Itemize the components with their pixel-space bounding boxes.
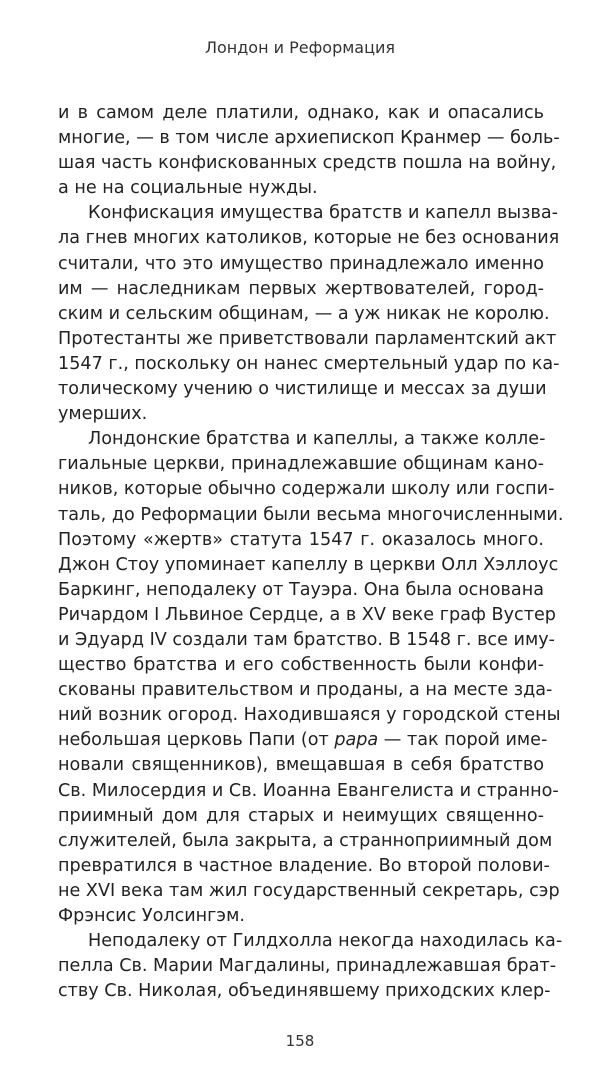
- text-line: Лондонские братства и капеллы, а также колле-: [88, 429, 546, 450]
- text-line: служителей, была закрыта, а странноприимный дом: [58, 830, 553, 851]
- text-line: небольшая церковь Папи (от papa — так порой име-: [58, 730, 548, 751]
- text-line: Конфискация имущества братств и капелл вызва-: [88, 203, 558, 224]
- paragraph: [58, 201, 560, 427]
- running-header: Лондон и Реформация: [204, 38, 396, 57]
- text-line: не XVI века там жил государственный секретарь, сэр: [58, 880, 560, 901]
- text-line: Протестанты же приветствовали парламентский акт: [58, 328, 557, 349]
- text-line: многие, — в том числе архиепископ Кранмер — боль-: [58, 128, 560, 149]
- text-line: 1547 г., поскольку он нанес смертельный удар по ка-: [58, 353, 560, 374]
- italic-term: papa: [334, 730, 379, 751]
- text-line: гиальные церкви, принадлежавшие общинам кано-: [58, 454, 544, 475]
- text-line: ний возник огород. Находившаяся у городской стены: [58, 705, 561, 726]
- text-line: ников, которые обычно содержали школу или госпи-: [58, 479, 555, 500]
- text-line: Фрэнсис Уолсингэм.: [58, 906, 245, 926]
- text-line: Поэтому «жертв» статута 1547 г. оказалось много.: [58, 529, 544, 550]
- text-line: считали, что это имущество принадлежало именно: [58, 253, 544, 274]
- text-line: толическому учению о чистилище и мессах за души: [58, 379, 547, 400]
- text-line: умерших.: [58, 404, 148, 425]
- text-line: скованы правительством и проданы, а на месте зда-: [58, 680, 553, 701]
- text-line: пелла Св. Марии Магдалины, принадлежавшая брат-: [58, 956, 557, 977]
- text-line: превратился в частное владение. Во второй полови-: [58, 855, 550, 876]
- text-line: а не на социальные нужды.: [58, 178, 318, 199]
- text-line: Св. Милосердия и Св. Иоанна Евангелиста и странно-: [58, 780, 559, 801]
- text-line: таль, до Реформации были весьма многочисленными.: [58, 504, 564, 525]
- page-number: 158: [285, 1032, 315, 1050]
- text-line: ству Св. Николая, объединявшему приходских клер-: [58, 981, 551, 1002]
- text-line: Неподалеку от Гилдхолла некогда находилась ка-: [88, 931, 563, 952]
- text-line: Ричардом I Львиное Сердце, а в XV веке граф Вустер: [58, 604, 556, 625]
- paragraph: [58, 101, 560, 201]
- text-line: приимный дом для старых и неимущих священно-: [58, 805, 544, 826]
- text-line: Джон Стоу упоминает капеллу в церкви Олл Хэллоус: [58, 554, 559, 575]
- text-line: и Эдуард IV создали там братство. В 1548 г. все иму-: [58, 629, 555, 650]
- text-line: шая часть конфискованных средств пошла на войну,: [58, 153, 557, 174]
- text-line: новали священников), вмещавшая в себя братство: [58, 755, 544, 776]
- text-line: и в самом деле платили, однако, как и опасались: [58, 103, 544, 123]
- body-text: [58, 101, 564, 1004]
- text-line: ла гнев многих католиков, которые не без основания: [58, 228, 560, 249]
- paragraph: [58, 929, 563, 1004]
- text-line: Баркинг, неподалеку от Тауэра. Она была основана: [58, 579, 544, 600]
- text-line: им — наследникам первых жертвователей, город-: [58, 278, 544, 299]
- text-line: щество братства и его собственность были конфи-: [58, 655, 544, 676]
- text-line: ским и сельским общинам, — а уж никак не королю.: [58, 303, 550, 324]
- paragraph: [58, 427, 564, 929]
